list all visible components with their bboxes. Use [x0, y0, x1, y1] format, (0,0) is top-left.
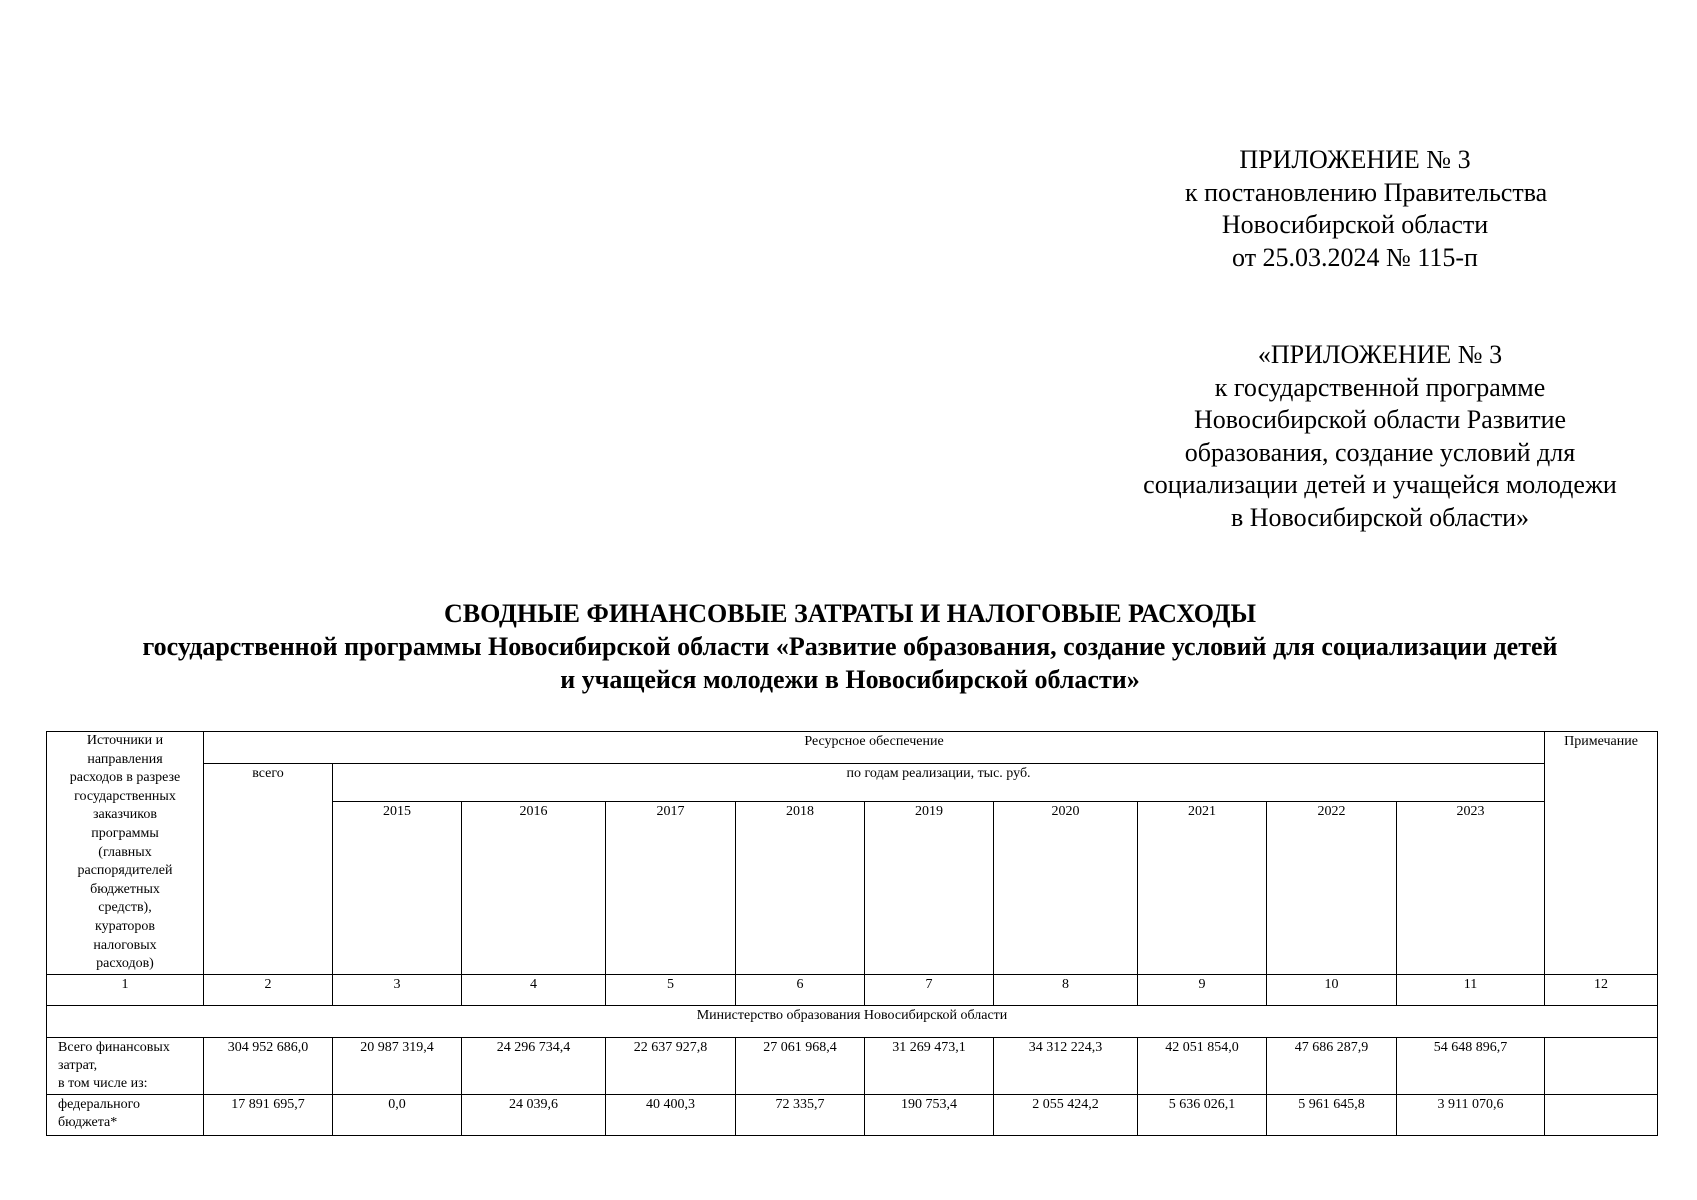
- value-2019: 190 753,4: [865, 1094, 994, 1135]
- row-label-total: Всего финансовых затрат, в том числе из:: [47, 1037, 204, 1094]
- appendix-number: ПРИЛОЖЕНИЕ № 3: [1239, 145, 1471, 174]
- value-2015: 20 987 319,4: [333, 1037, 462, 1094]
- document-heading: [50, 597, 1650, 696]
- value-2023: 54 648 896,7: [1397, 1037, 1545, 1094]
- financial-table: [46, 731, 1658, 1136]
- appendix-approval-block: [1185, 144, 1548, 274]
- value-2015: 0,0: [333, 1094, 462, 1135]
- column-number: 9: [1138, 974, 1267, 1005]
- column-number: 1: [47, 974, 204, 1005]
- appendix-resolution-text: к постановлению Правительства: [1185, 177, 1548, 207]
- value-2020: 34 312 224,3: [994, 1037, 1138, 1094]
- document-subtitle: государственной программы Новосибирской области «Развитие образования, создание условий для социализации детей: [142, 632, 1558, 661]
- value-2017: 40 400,3: [606, 1094, 736, 1135]
- program-appendix-line: социализации детей и учащейся молодежи: [1143, 470, 1617, 499]
- note-cell: [1545, 1037, 1658, 1094]
- year-header-2019: 2019: [865, 801, 994, 974]
- program-appendix-number: «ПРИЛОЖЕНИЕ № 3: [1257, 340, 1503, 369]
- value-2016: 24 296 734,4: [462, 1037, 606, 1094]
- appendix-date-number: от 25.03.2024 № 115-п: [1232, 242, 1478, 272]
- total-column-header: всего: [204, 764, 333, 975]
- table-row: [47, 1037, 1658, 1094]
- column-number: 6: [736, 974, 865, 1005]
- value-2022: 47 686 287,9: [1267, 1037, 1397, 1094]
- value-2022: 5 961 645,8: [1267, 1094, 1397, 1135]
- year-header-2015: 2015: [333, 801, 462, 974]
- program-appendix-line: Новосибирской области Развитие: [1193, 405, 1567, 434]
- value-2019: 31 269 473,1: [865, 1037, 994, 1094]
- table-row: [47, 1094, 1658, 1135]
- document-subtitle: и учащейся молодежи в Новосибирской области»: [560, 665, 1140, 694]
- column-number: 7: [865, 974, 994, 1005]
- year-header-2023: 2023: [1397, 801, 1545, 974]
- column-number: 11: [1397, 974, 1545, 1005]
- note-column-header: Примечание: [1545, 732, 1658, 975]
- year-header-2021: 2021: [1138, 801, 1267, 974]
- ministry-section-header: Министерство образования Новосибирской области: [47, 1005, 1658, 1037]
- note-cell: [1545, 1094, 1658, 1135]
- column-number: 4: [462, 974, 606, 1005]
- total-value: 304 952 686,0: [204, 1037, 333, 1094]
- resources-header: Ресурсное обеспечение: [204, 732, 1545, 764]
- value-2017: 22 637 927,8: [606, 1037, 736, 1094]
- program-appendix-line: в Новосибирской области»: [1230, 502, 1530, 532]
- year-header-2016: 2016: [462, 801, 606, 974]
- column-number: 12: [1545, 974, 1658, 1005]
- column-number-row: [47, 974, 1658, 1005]
- year-header-2020: 2020: [994, 801, 1138, 974]
- column-number: 8: [994, 974, 1138, 1005]
- year-header-2022: 2022: [1267, 801, 1397, 974]
- column-number: 3: [333, 974, 462, 1005]
- appendix-region-text: Новосибирской области: [1221, 210, 1489, 239]
- document-title: СВОДНЫЕ ФИНАНСОВЫЕ ЗАТРАТЫ И НАЛОГОВЫЕ РАСХОДЫ: [443, 599, 1257, 628]
- program-appendix-line: к государственной программе: [1214, 372, 1546, 402]
- value-2021: 5 636 026,1: [1138, 1094, 1267, 1135]
- total-value: 17 891 695,7: [204, 1094, 333, 1135]
- value-2021: 42 051 854,0: [1138, 1037, 1267, 1094]
- year-header-2017: 2017: [606, 801, 736, 974]
- value-2020: 2 055 424,2: [994, 1094, 1138, 1135]
- column-number: 10: [1267, 974, 1397, 1005]
- year-header-2018: 2018: [736, 801, 865, 974]
- value-2016: 24 039,6: [462, 1094, 606, 1135]
- program-appendix-line: образования, создание условий для: [1184, 437, 1576, 467]
- column-number: 5: [606, 974, 736, 1005]
- value-2023: 3 911 070,6: [1397, 1094, 1545, 1135]
- value-2018: 27 061 968,4: [736, 1037, 865, 1094]
- value-2018: 72 335,7: [736, 1094, 865, 1135]
- row-label-federal: федерального бюджета*: [47, 1094, 204, 1135]
- appendix-program-block: [1110, 339, 1650, 534]
- column-number: 2: [204, 974, 333, 1005]
- by-years-header: по годам реализации, тыс. руб.: [333, 764, 1545, 802]
- source-column-header: Источники и направления расходов в разрезе государственных заказчиков программы (главных распорядителей бюджетных средств), кураторов налоговых расходов): [47, 732, 204, 975]
